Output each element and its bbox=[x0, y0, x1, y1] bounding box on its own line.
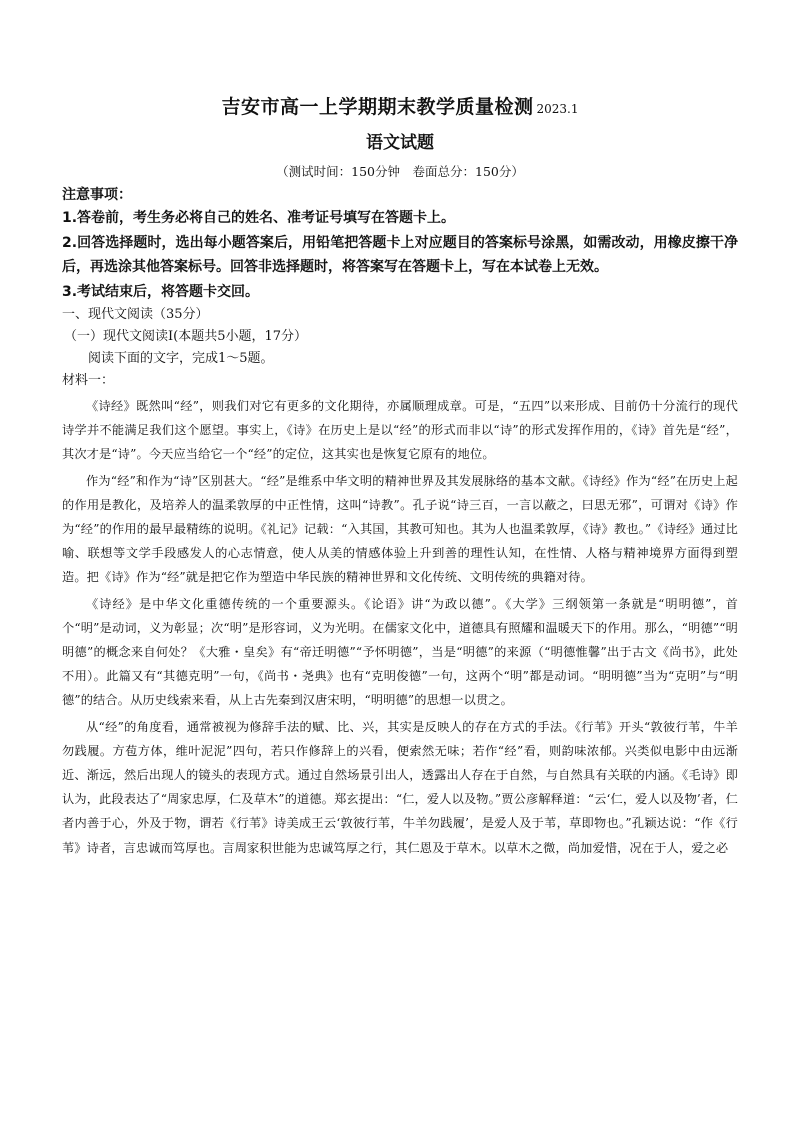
paragraph-4: 从“经”的角度看，通常被视为修辞手法的赋、比、兴，其实是反映人的存在方式的手法。《行苇》开头“敦彼行苇，牛羊勿践履。方苞方体，维叶泥泥”四句，若只作修辞上的兴看，便索然无味；若作“经”看，则韵味浓郁。兴类似电影中由远渐近、渐远，然后出现人的镜头的表现方式。通过自然场景引出人，透露出人存在于自然，与自然具有关联的内涵。《毛诗》即认为，此段表达了“周家忠厚，仁及草木”的道德。郑玄提出：“仁，爱人以及物。”贾公彦解释道：“云‘仁，爱人以及物’者，仁者内善于心，外及于物，谓若《行苇》诗美成王云‘敦彼行苇，牛羊勿践履’，是爱人及于苇，草即物也。”孔颖达说：“作《行苇》诗者，言忠诚而笃厚也。言周家积世能为忠诚笃厚之行，其仁恩及于草木。以草木之微，尚加爱惜，况在于人，爱之必 bbox=[62, 719, 738, 855]
exam-title-row bbox=[62, 92, 738, 122]
material-label: 材料一： bbox=[62, 373, 115, 388]
subject-title: 语文试题 bbox=[366, 133, 434, 153]
exam-date: 2023.1 bbox=[536, 102, 579, 116]
paragraph-3: 《诗经》是中华文化重德传统的一个重要源头。《论语》讲“为政以德”。《大学》三纲领第一条就是“明明德”，首个“明”是动词，义为彰显；次“明”是形容词，义为光明。在儒家文化中，道德具有照耀和温暖天下的作用。那么，“明德”“明明德”的概念来自何处？《大雅・皇矣》有“帝迁明德”“予怀明德”，当是“明德”的来源（“明德惟馨”出于古文《尚书》，此处不用）。此篇又有“其德克明”一句，《尚书・尧典》也有“克明俊德”一句，这两个“明”都是动词。“明明德”当为“克明”与“明德”的结合。从历史线索来看，从上古先秦到汉唐宋明，“明明德”的思想一以贯之。 bbox=[62, 596, 738, 708]
exam-info: （测试时间：150分钟 卷面总分：150分） bbox=[276, 164, 524, 179]
paragraph-2: 作为“经”和作为“诗”区别甚大。“经”是维系中华文明的精神世界及其发展脉络的基本文献。《诗经》作为“经”在历史上起的作用是教化，及培养人的温柔敦厚的中正性情，这叫“诗教”。孔子说“诗三百，一言以蔽之，曰思无邪”，可谓对《诗》作为“经”的作用的最早最精练的说明。《礼记》记载：“入其国，其教可知也。其为人也温柔敦厚，《诗》教也。”《诗经》通过比喻、联想等文学手段感发人的心志情意，使人从美的情感体验上升到善的理性认知，在性情、人格与精神境界方面得到塑造。把《诗》作为“经”就是把它作为塑造中华民族的精神世界和文化传统、文明传统的典籍对待。 bbox=[62, 473, 738, 585]
exam-page bbox=[62, 92, 738, 860]
notice-heading: 注意事项： bbox=[62, 187, 132, 203]
exam-title: 吉安市高一上学期期末教学质量检测 bbox=[221, 96, 534, 118]
notice-item-1: 1.答卷前，考生务必将自己的姓名、准考证号填写在答题卡上。 bbox=[62, 210, 456, 226]
notice-item-3: 3.考试结束后，将答题卡交回。 bbox=[62, 283, 260, 300]
sub-section-title: （一）现代文阅读Ⅰ(本题共5小题，17分） bbox=[64, 329, 308, 344]
notice-item-2: 2.回答选择题时，选出每小题答案后，用铅笔把答题卡上对应题目的答案标号涂黑，如需改动，用橡皮擦干净后，再选涂其他答案标号。回答非选择题时，将答案写在答题卡上，写在本试卷上无效。 bbox=[62, 234, 738, 275]
reading-instruction: 阅读下面的文字，完成1～5题。 bbox=[88, 351, 274, 366]
paragraph-1: 《诗经》既然叫“经”，则我们对它有更多的文化期待，亦属顺理成章。可是，“五四”以来形成、目前仍十分流行的现代诗学并不能满足我们这个愿望。事实上，《诗》在历史上是以“经”的形式而非以“诗”的形式发挥作用的，《诗》首先是“经”，其次才是“诗”。今天应当给它一个“经”的定位，这其实也是恢复它原有的地位。 bbox=[62, 399, 738, 462]
section-title: 一、现代文阅读（35分） bbox=[62, 307, 209, 322]
